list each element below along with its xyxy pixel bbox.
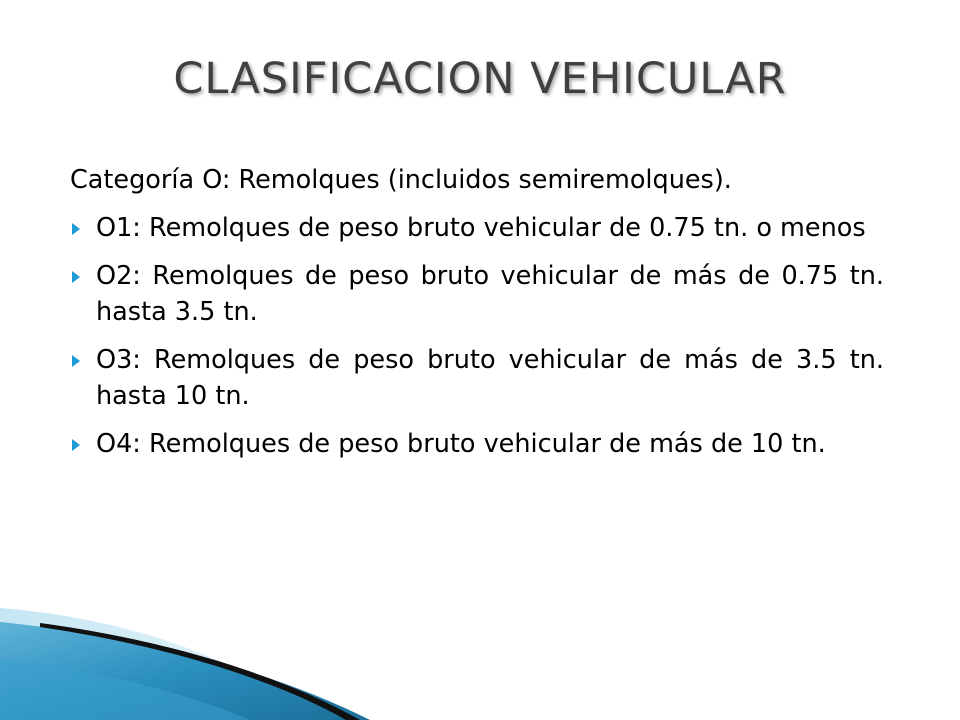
slide-title: CLASIFICACION VEHICULAR xyxy=(173,54,787,104)
triangle-bullet-icon xyxy=(72,271,80,283)
list-item xyxy=(70,342,884,414)
list-item-text: O3: Remolques de peso bruto vehicular de más de 3.5 tn. hasta 10 tn. xyxy=(96,345,884,411)
category-list xyxy=(70,210,884,462)
list-item xyxy=(70,426,884,462)
triangle-bullet-icon xyxy=(72,355,80,367)
list-item-text: O4: Remolques de peso bruto vehicular de más de 10 tn. xyxy=(96,429,826,459)
category-intro: Categoría O: Remolques (incluidos semiremolques). xyxy=(70,165,732,195)
list-item xyxy=(70,258,884,330)
triangle-bullet-icon xyxy=(72,223,80,235)
list-item xyxy=(70,210,884,246)
decorative-swoosh xyxy=(0,560,960,720)
list-item-text: O2: Remolques de peso bruto vehicular de más de 0.75 tn. hasta 3.5 tn. xyxy=(96,261,884,327)
slide-content xyxy=(70,162,884,474)
list-item-text: O1: Remolques de peso bruto vehicular de 0.75 tn. o menos xyxy=(96,213,866,243)
triangle-bullet-icon xyxy=(72,439,80,451)
